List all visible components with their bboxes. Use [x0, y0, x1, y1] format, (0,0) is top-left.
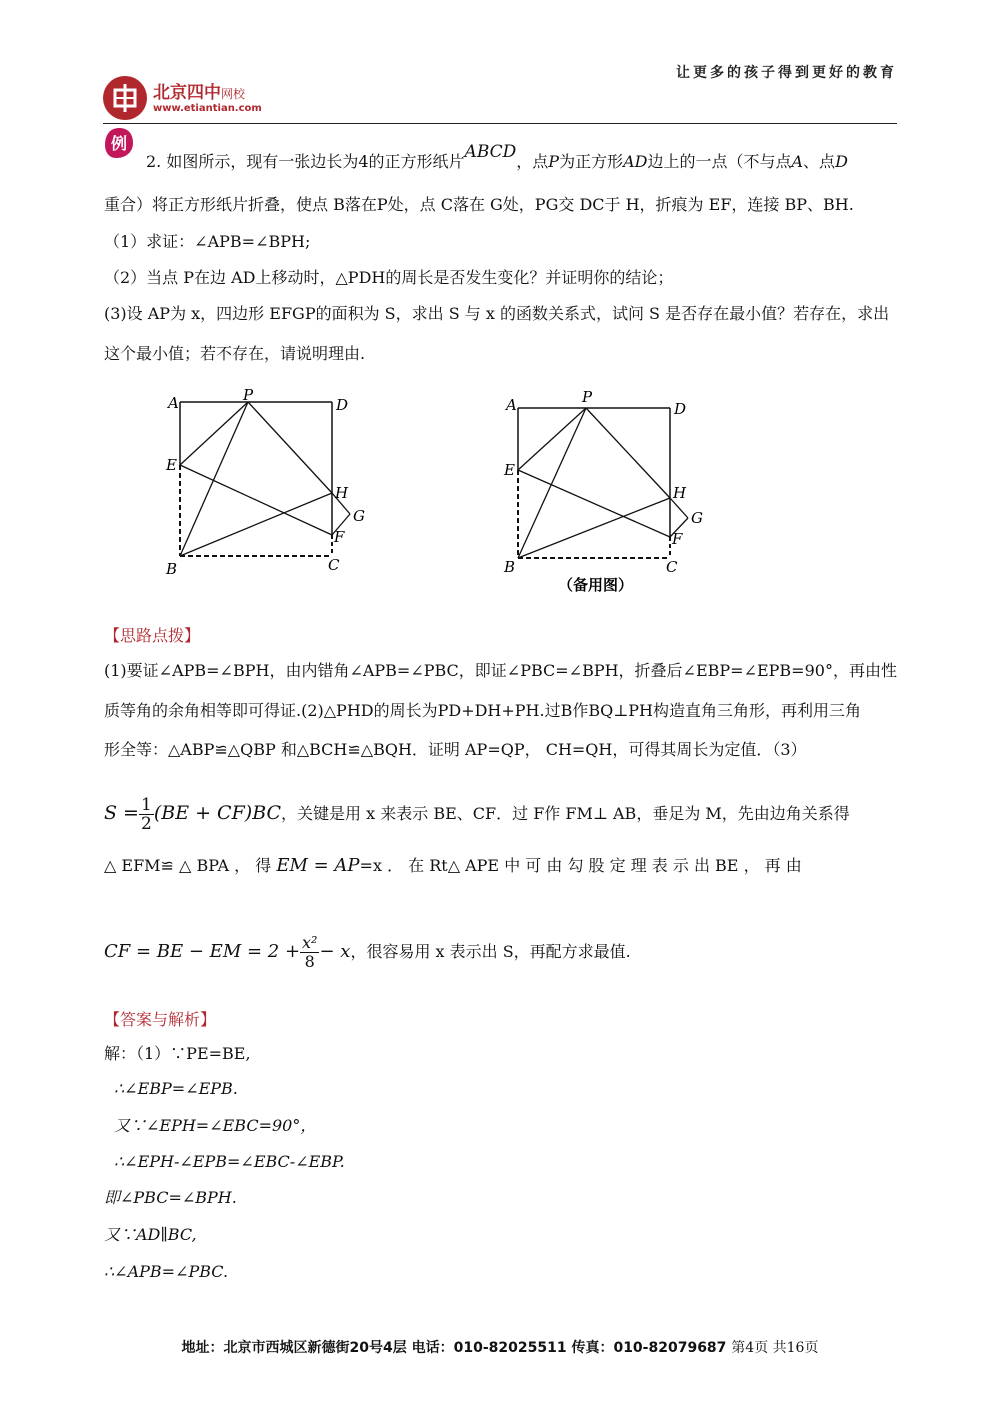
hint-line-1: (1)要证∠APB=∠BPH，由内错角∠APB=∠PBC，即证∠PBC=∠BPH，折叠后∠EBP=∠EPB=90°，再由性	[104, 661, 897, 680]
problem-line-1: 2. 如图所示，现有一张边长为4的正方形纸片ABCD，点P为正方形AD边上的一点（不与点A、点D	[146, 142, 848, 171]
logo-name: 北京四中	[153, 83, 221, 103]
answer-line-3: 又∵∠EPH=∠EBC=90°，	[114, 1116, 317, 1135]
hint-line-5: △ EFM≌ △ BPA ， 得 EM = AP=x ． 在 Rt△ APE 中 可 由 勾 股 定 理 表 示 出 BE ， 再 由	[104, 855, 802, 876]
figure-spare	[503, 388, 703, 594]
fig1-label-D: D	[336, 396, 349, 414]
hint-line-6-text: ，很容易用 x 表示出 S，再配方求最值.	[350, 942, 631, 961]
fig1-label-A: A	[168, 394, 179, 412]
fig2-label-B: B	[504, 558, 516, 576]
answer-line-6: 又∵AD∥BC,	[104, 1225, 197, 1244]
formula-s-num: 1	[140, 795, 152, 815]
logo-sub: 网校	[221, 87, 246, 101]
fig1-label-P: P	[243, 386, 254, 404]
geometry-figures	[150, 380, 870, 600]
question-1: （1）求证：∠APB=∠BPH;	[104, 232, 311, 251]
fig2-label-P: P	[582, 388, 593, 406]
footer-page: 第4页 共16页	[731, 1340, 819, 1356]
fig1-label-B: B	[166, 560, 178, 578]
hint-line-6	[104, 932, 631, 972]
example-badge	[104, 127, 134, 159]
formula-cf-num: x²	[302, 933, 318, 952]
footer-address: 地址：北京市西城区新德街20号4层 电话：010-82025511 传真：010-82079687	[181, 1340, 727, 1356]
header-divider	[103, 123, 897, 124]
formula-s-den: 2	[140, 814, 152, 834]
fig2-label-E: E	[504, 461, 515, 479]
answer-line-5: 即∠PBC=∠BPH.	[104, 1188, 237, 1207]
question-3-line-1: (3)设 AP为 x，四边形 EFGP的面积为 S，求出 S 与 x 的函数关系式，试问 S 是否存在最小值？若存在，求出	[104, 304, 890, 323]
hint-line-3: 形全等：△ABP≌△QBP 和△BCH≌△BQH．证明 AP=QP， CH=QH，可得其周长为定值．（3）	[104, 740, 807, 759]
spare-figure-caption: （备用图）	[558, 576, 634, 594]
answer-line-4: ∴∠EPH-∠EPB=∠EBC-∠EBP.	[114, 1152, 345, 1171]
answer-line-1: 解：（1）∵PE=BE,	[104, 1044, 251, 1063]
hint-title: 【思路点拨】	[104, 626, 201, 645]
logo	[103, 76, 303, 122]
fig1-label-H: H	[335, 484, 349, 502]
footer	[0, 1337, 1000, 1357]
hint-line-4-text: ，关键是用 x 来表示 BE、CF．过 F作 FM⊥ AB，垂足为 M，先由边角关系得	[281, 804, 850, 823]
logo-url: www.etiantian.com	[153, 103, 262, 114]
fig1-label-G: G	[353, 507, 365, 525]
fig2-label-F: F	[672, 530, 683, 548]
formula-cf-rhs: − x	[319, 941, 351, 962]
hint-line-2: 质等角的余角相等即可得证.(2)△PHD的周长为PD+DH+PH.过B作BQ⊥PH构造直角三角形，再利用三角	[104, 701, 861, 720]
answer-line-7: ∴∠APB=∠PBC.	[104, 1262, 229, 1281]
formula-cf-den: 8	[304, 952, 315, 971]
formula-em: EM = AP	[276, 855, 360, 876]
fig1-label-C: C	[328, 556, 340, 574]
fig2-label-H: H	[673, 484, 687, 502]
question-2: （2）当点 P在边 AD上移动时，△PDH的周长是否发生变化？并证明你的结论；	[104, 268, 674, 287]
figure-main	[165, 386, 365, 578]
formula-s-rhs: (BE + CF)BC	[153, 802, 282, 824]
fig2-label-C: C	[666, 558, 678, 576]
example-badge-text: 例	[111, 134, 128, 153]
answer-line-2: ∴∠EBP=∠EPB.	[114, 1079, 238, 1098]
question-3-line-2: 这个最小值；若不存在，请说明理由.	[104, 344, 366, 363]
formula-s-lhs: S =	[104, 802, 139, 824]
logo-emblem-icon	[103, 76, 147, 120]
fig2-label-G: G	[691, 509, 703, 527]
problem-line-2: 重合）将正方形纸片折叠，使点 B落在P处，点 C落在 G处，PG交 DC于 H，折痕为 EF，连接 BP、BH.	[104, 195, 854, 214]
fig1-label-F: F	[334, 528, 345, 546]
hint-line-4	[104, 793, 850, 834]
fig2-label-D: D	[674, 400, 687, 418]
formula-cf-lhs: CF = BE − EM = 2 +	[104, 941, 301, 962]
fig2-label-A: A	[506, 396, 517, 414]
fig1-label-E: E	[166, 456, 177, 474]
answer-title: 【答案与解析】	[104, 1010, 217, 1029]
header-slogan: 让更多的孩子得到更好的教育	[676, 65, 897, 81]
